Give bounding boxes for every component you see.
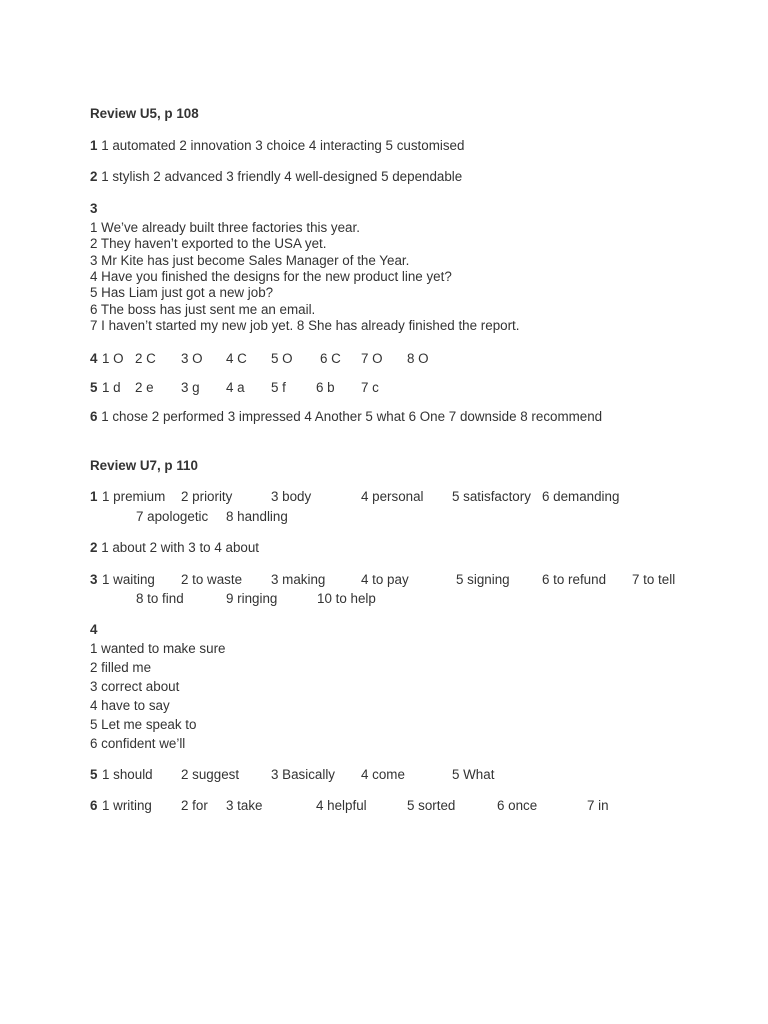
- answer-line: 3 correct about: [90, 679, 180, 694]
- answer-item: 6 b: [316, 380, 335, 395]
- answer-item: 5 O: [271, 351, 293, 366]
- u5-exercise-3-number: 3: [90, 201, 98, 216]
- u5-exercise-4-number: 4: [90, 351, 98, 366]
- answer-item: 7 O: [361, 351, 383, 366]
- section-heading-u5: Review U5, p 108: [90, 106, 199, 121]
- u7-exercise-2: [90, 540, 259, 556]
- answer-item: 10 to help: [317, 591, 376, 606]
- answer-item: 2 for: [181, 798, 208, 813]
- answer-item: 4 personal: [361, 489, 424, 504]
- answer-item: 1 should: [102, 767, 153, 782]
- answer-item: 7 to tell: [632, 572, 676, 587]
- u7-exercise-1-number: 1: [90, 489, 98, 504]
- answer-line: 7 I haven’t started my new job yet. 8 She has already finished the report.: [90, 318, 520, 333]
- answer-item: 4 a: [226, 380, 245, 395]
- answer-text: 1 automated 2 innovation 3 choice 4 interacting 5 customised: [101, 138, 465, 153]
- u7-exercise-6-number: 6: [90, 798, 98, 813]
- u5-exercise-1: [90, 138, 464, 154]
- answer-item: 8 handling: [226, 509, 288, 524]
- answer-item: 2 e: [135, 380, 154, 395]
- answer-line: 2 They haven’t exported to the USA yet.: [90, 236, 327, 251]
- answer-line: 3 Mr Kite has just become Sales Manager of the Year.: [90, 253, 410, 268]
- answer-item: 6 C: [320, 351, 341, 366]
- answer-item: 6 to refund: [542, 572, 607, 587]
- u5-exercise-2: [90, 169, 462, 185]
- answer-item: 3 making: [271, 572, 326, 587]
- answer-text: 1 about 2 with 3 to 4 about: [101, 540, 260, 555]
- u7-exercise-5-number: 5: [90, 767, 98, 782]
- answer-line: 5 Has Liam just got a new job?: [90, 285, 274, 300]
- u7-exercise-3-number: 3: [90, 572, 98, 587]
- answer-item: 5 sorted: [407, 798, 456, 813]
- exercise-number: 1: [90, 138, 98, 153]
- answer-line: 2 filled me: [90, 660, 152, 675]
- answer-item: 4 come: [361, 767, 405, 782]
- answer-item: 4 to pay: [361, 572, 409, 587]
- answer-item: 6 once: [497, 798, 538, 813]
- answer-item: 6 demanding: [542, 489, 620, 504]
- answer-item: 2 suggest: [181, 767, 240, 782]
- answer-item: 1 writing: [102, 798, 152, 813]
- exercise-number: 2: [90, 169, 98, 184]
- answer-item: 1 d: [102, 380, 121, 395]
- answer-line: 4 have to say: [90, 698, 170, 713]
- exercise-number: 2: [90, 540, 98, 555]
- answer-item: 5 What: [452, 767, 495, 782]
- answer-item: 5 f: [271, 380, 286, 395]
- answer-item: 2 priority: [181, 489, 233, 504]
- answer-line: 5 Let me speak to: [90, 717, 197, 732]
- answer-item: 3 take: [226, 798, 263, 813]
- answer-item: 5 satisfactory: [452, 489, 531, 504]
- answer-line: 1 We’ve already built three factories this year.: [90, 220, 360, 235]
- answer-text: 1 stylish 2 advanced 3 friendly 4 well-designed 5 dependable: [101, 169, 463, 184]
- section-heading-u7: Review U7, p 110: [90, 458, 198, 473]
- answer-line: 4 Have you finished the designs for the new product line yet?: [90, 269, 452, 284]
- answer-text: 1 chose 2 performed 3 impressed 4 Another 5 what 6 One 7 downside 8 recommend: [101, 409, 603, 424]
- exercise-number: 6: [90, 409, 98, 424]
- answer-line: 6 The boss has just sent me an email.: [90, 302, 316, 317]
- answer-item: 2 C: [135, 351, 156, 366]
- answer-item: 7 apologetic: [136, 509, 209, 524]
- answer-item: 1 waiting: [102, 572, 155, 587]
- answer-item: 2 to waste: [181, 572, 243, 587]
- answer-item: 4 C: [226, 351, 247, 366]
- answer-item: 3 Basically: [271, 767, 336, 782]
- answer-item: 1 O: [102, 351, 124, 366]
- answer-item: 3 O: [181, 351, 203, 366]
- answer-item: 3 g: [181, 380, 200, 395]
- answer-item: 3 body: [271, 489, 312, 504]
- answer-item: 9 ringing: [226, 591, 278, 606]
- answer-item: 7 c: [361, 380, 379, 395]
- answer-item: 7 in: [587, 798, 609, 813]
- answer-item: 8 to find: [136, 591, 184, 606]
- answer-item: 5 signing: [456, 572, 510, 587]
- answer-item: 8 O: [407, 351, 429, 366]
- answer-line: 1 wanted to make sure: [90, 641, 226, 656]
- u7-exercise-4-number: 4: [90, 622, 98, 637]
- answer-item: 1 premium: [102, 489, 166, 504]
- answer-item: 4 helpful: [316, 798, 367, 813]
- u5-exercise-6: [90, 409, 602, 425]
- answer-line: 6 confident we’ll: [90, 736, 186, 751]
- u5-exercise-5-number: 5: [90, 380, 98, 395]
